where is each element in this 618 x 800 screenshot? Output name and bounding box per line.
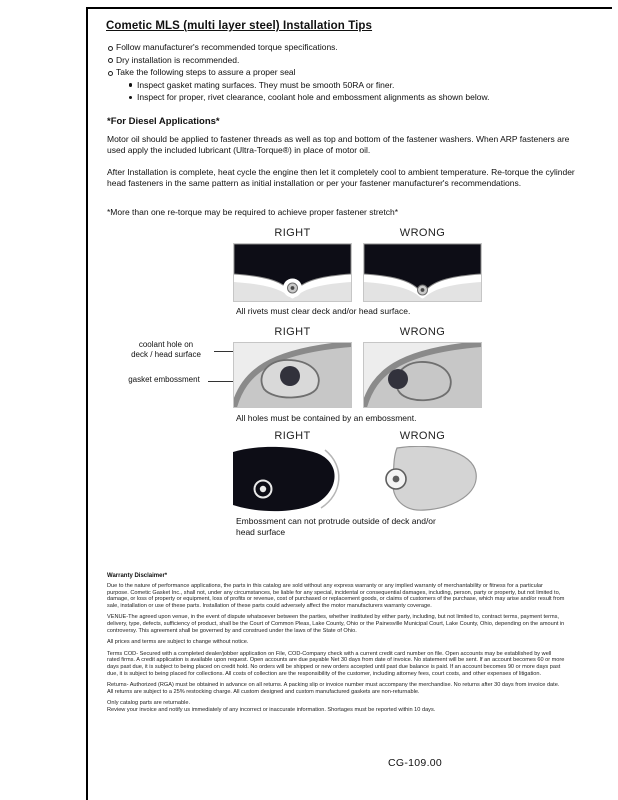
- holes-caption: All holes must be contained by an embossment.: [236, 413, 417, 423]
- tip-item: [106, 56, 586, 66]
- page-title: Cometic MLS (multi layer steel) Installation Tips: [106, 20, 373, 32]
- protrusion-wrong-diagram: [363, 446, 482, 514]
- page-border-top: [86, 7, 612, 9]
- coolant-hole-annotation: [118, 340, 214, 359]
- tip-text: Follow manufacturer's recommended torque specifications.: [116, 42, 338, 52]
- page-border-left: [86, 7, 88, 800]
- installation-tips-list: [106, 43, 586, 106]
- tip-item: [106, 68, 586, 103]
- coolant-hole-annotation-line1: coolant hole on: [138, 340, 194, 349]
- gasket-embossment-annotation: gasket embossment: [128, 375, 200, 384]
- legal-paragraph: All prices and terms are subject to change without notice.: [107, 639, 249, 646]
- legal-paragraph: Terms COD- Secured with a completed dealer/jobber application on File, COD-Company check with a current credit card number on file. Open accounts may be established by well rated firms. A credit application is available upon request. Open accounts are due payable Net 30 days from date of invoice. No statement will be sent. If an account becomes 60 or more days past due, it is subject to being placed on credit hold. No orders will be shipped or new orders accepted until past due balance is paid. If an account becomes 90 or more days past due, it is subject to being placed for collections. All costs of collection are the responsibility of the customer, including attorney fees, court costs, and other expenses of litigation.: [107, 650, 565, 677]
- wrong-label-row2: WRONG: [399, 326, 446, 338]
- tip-text: Take the following steps to assure a proper seal: [116, 67, 296, 77]
- rivet-right-illustration: [234, 244, 351, 301]
- wrong-label-row3: WRONG: [399, 430, 446, 442]
- tip-item: [106, 43, 586, 53]
- wrong-label-row1: WRONG: [399, 227, 446, 239]
- embossment-right-illustration: [234, 343, 351, 407]
- legal-paragraph: Review your invoice and notify us immediately of any incorrect or inaccurate information. Shortages must be reported within 10 days.: [107, 706, 436, 713]
- protrusion-right-diagram: [233, 446, 352, 514]
- legal-paragraph: VENUE-The agreed upon venue, in the event of dispute whatsoever between the parties, whether instituted by either party, including, but not limited to, contract terms, payment terms, delivery, type, defects, sufficiency of product, shall be the Court of Common Pleas, Lake County, Ohio or the Painesville Municipal Court, Lake County, Ohio, depending on the amount in controversy. This agreement shall be governed by and construed under the laws of the State of Ohio.: [107, 614, 565, 634]
- document-number: CG-109.00: [388, 757, 443, 769]
- coolant-hole-annotation-line2: deck / head surface: [131, 349, 201, 359]
- tip-subitem: Inspect gasket mating surfaces. They must be smooth 50RA or finer.: [128, 81, 586, 91]
- right-label-row3: RIGHT: [274, 430, 311, 442]
- legal-paragraph: Only catalog parts are returnable.: [107, 700, 191, 707]
- right-label-row1: RIGHT: [274, 227, 311, 239]
- tip-sublist: [128, 81, 586, 103]
- embossment-wrong-diagram: [363, 342, 482, 408]
- legal-paragraph: Returns- Authorized (RGA) must be obtained in advance on all returns. A packing slip or invoice number must accompany the merchandise. No returns after 30 days from invoice date. All returns are subject to a 25% restocking charge. All custom designed and custom manufactured gaskets are non-returnable.: [107, 682, 560, 695]
- diesel-paragraph-2: After Installation is complete, heat cycle the engine then let it completely cool to ambient temperature. Re-torque the cylinder head fasteners in the same pattern as initial installation or per your fastener manufacturer's recommendations.: [107, 167, 575, 188]
- tip-subitem: Inspect for proper, rivet clearance, coolant hole and embossment alignments as shown below.: [128, 93, 586, 103]
- protrusion-caption: Embossment can not protrude outside of deck and/or head surface: [236, 516, 436, 537]
- protrusion-right-illustration: [233, 446, 352, 514]
- rivet-caption: All rivets must clear deck and/or head surface.: [236, 306, 411, 316]
- rivet-wrong-illustration: [364, 244, 481, 301]
- embossment-right-diagram: [233, 342, 352, 408]
- legal-section: [107, 573, 565, 719]
- tip-text: Dry installation is recommended.: [116, 54, 240, 65]
- rivet-right-diagram: [233, 243, 352, 302]
- legal-paragraph: Due to the nature of performance applications, the parts in this catalog are sold without any express warranty or any implied warranty of merchantability or fitness for a particular purpose. Cometic Gasket Inc., shall not, under any circumstances, be liable for any special, incidental or consequential damages, including, person, party or property, but not limited to, damage, or loss of property or equipment, loss of profits or revenue, cost of purchased or replacement goods, or claims of customers of the purchase, which may arise and/or result from sale, installation or use of these parts. Installation of these parts could adversely affect the motor manufacturers warranty coverage.: [107, 583, 565, 609]
- right-label-row2: RIGHT: [274, 326, 311, 338]
- warranty-disclaimer-heading: Warranty Disclaimer*: [107, 573, 168, 579]
- rivet-wrong-diagram: [363, 243, 482, 302]
- diesel-paragraph-1: Motor oil should be applied to fastener threads as well as top and bottom of the fastener washers. When ARP fasteners are used apply the included lubricant (Ultra-Torque®) in place of motor oil.: [107, 134, 570, 155]
- protrusion-wrong-illustration: [363, 446, 482, 514]
- embossment-wrong-illustration: [364, 343, 481, 407]
- diesel-applications-heading: *For Diesel Applications*: [107, 116, 220, 127]
- retorque-note: *More than one re-torque may be required to achieve proper fastener stretch*: [107, 207, 399, 217]
